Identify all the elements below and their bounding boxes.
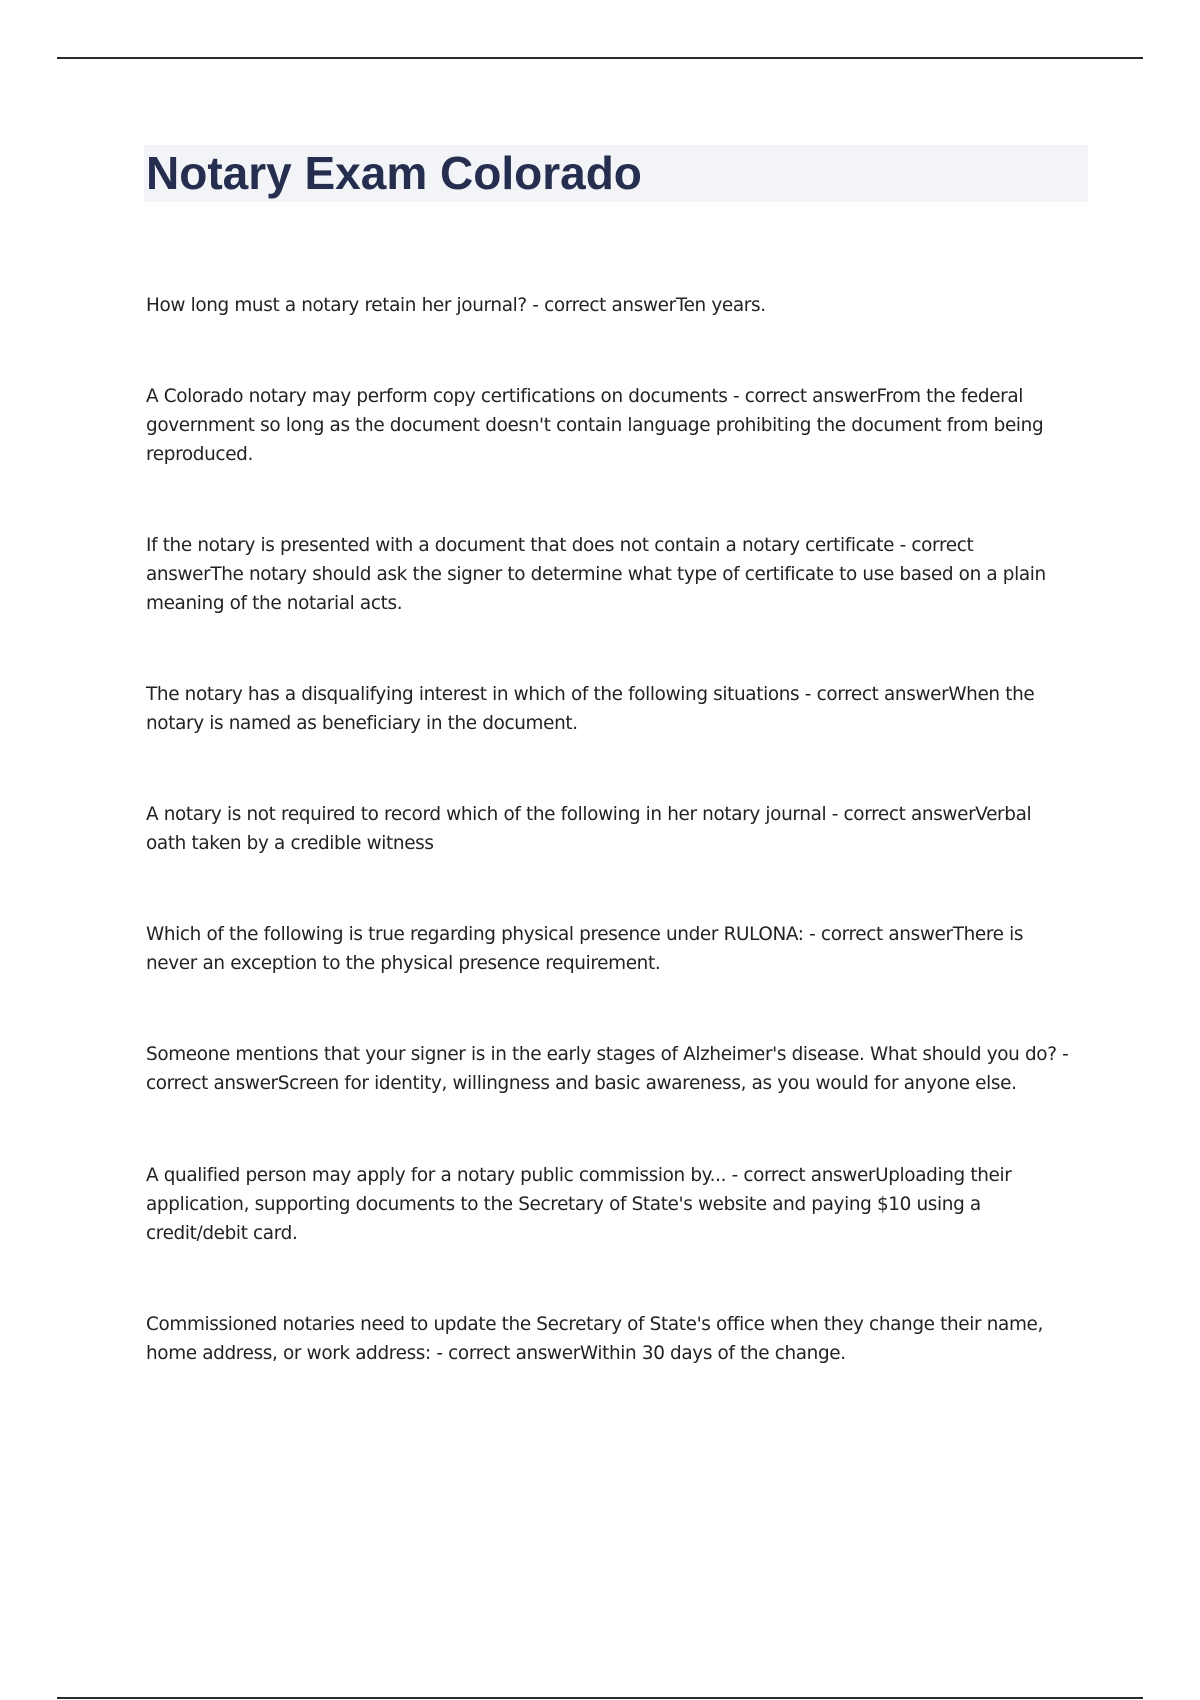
- qa-item-4: The notary has a disqualifying interest in which of the following situations - correct answerWhen the notary is named as beneficiary in the document.: [146, 684, 1035, 734]
- qa-item-8: A qualified person may apply for a notary public commission by... - correct answerUploading their application, supporting documents to the Secretary of State's website and paying $10 using a credit/debit card.: [146, 1165, 1012, 1244]
- qa-item-7: Someone mentions that your signer is in the early stages of Alzheimer's disease. What should you do? - correct answerScreen for identity, willingness and basic awareness, as you would for anyone else.: [146, 1044, 1069, 1094]
- bottom-rule: [57, 1697, 1143, 1699]
- qa-item-9: Commissioned notaries need to update the Secretary of State's office when they change their name, home address, or work address: - correct answerWithin 30 days of the change.: [146, 1314, 1043, 1364]
- qa-item-6: Which of the following is true regarding physical presence under RULONA: - correct answerThere is never an exception to the physical presence requirement.: [146, 924, 1024, 974]
- page-title: Notary Exam Colorado: [146, 147, 642, 199]
- qa-item-1: How long must a notary retain her journal? - correct answerTen years.: [146, 295, 766, 316]
- qa-item-3: If the notary is presented with a document that does not contain a notary certificate - correct answerThe notary should ask the signer to determine what type of certificate to use based on a plain meaning of the notarial acts.: [146, 535, 1046, 614]
- qa-item-2: A Colorado notary may perform copy certifications on documents - correct answerFrom the federal government so long as the document doesn't contain language prohibiting the document from being reproduced.: [146, 386, 1044, 465]
- top-rule: [57, 57, 1143, 59]
- qa-item-5: A notary is not required to record which of the following in her notary journal - correct answerVerbal oath taken by a credible witness: [146, 804, 1032, 854]
